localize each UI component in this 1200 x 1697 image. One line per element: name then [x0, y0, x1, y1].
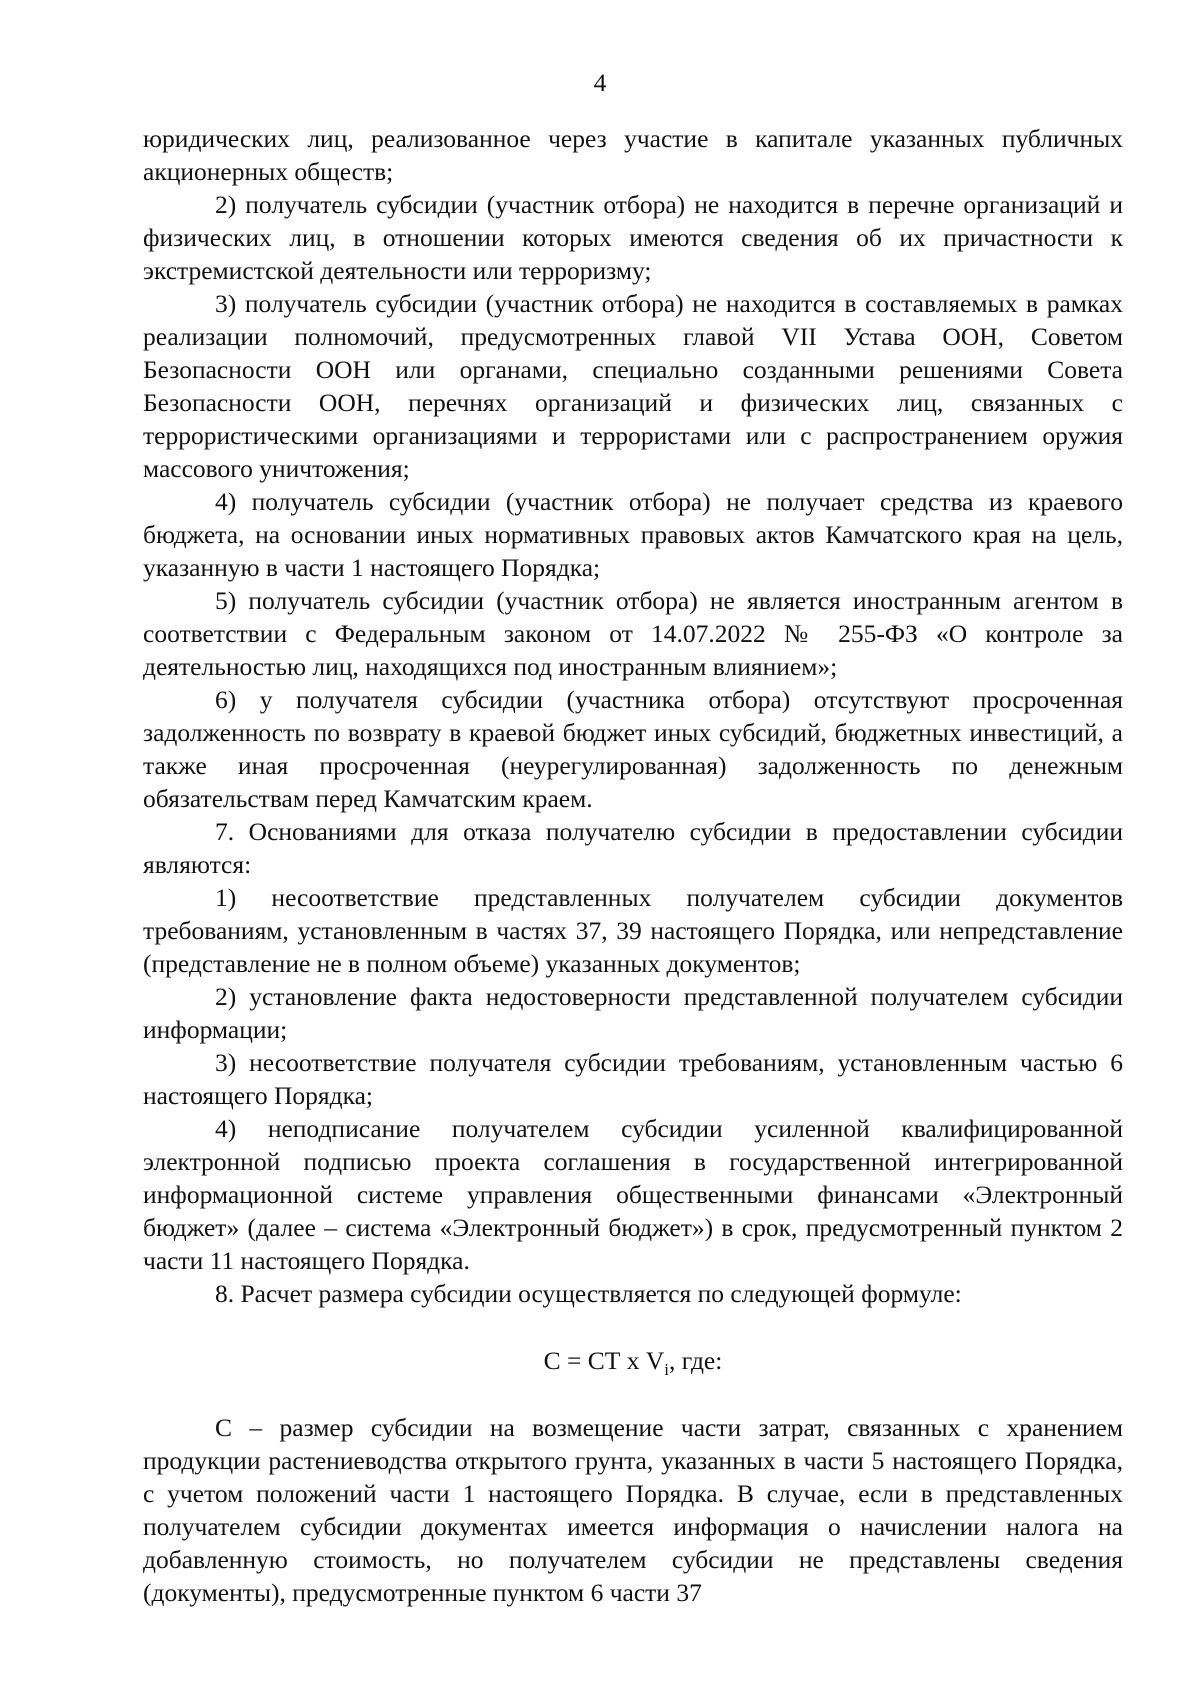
paragraph: 7. Основаниями для отказа получателю субсидии в предоставлении субсидии являются:: [143, 817, 1123, 879]
paragraph: 4) получатель субсидии (участник отбора) не получает средства из краевого бюджета, на основании иных нормативных правовых актов Камчатского края на цель, указанную в части 1 настоящего Порядка;: [143, 487, 1123, 582]
paragraph: 2) получатель субсидии (участник отбора) не находится в перечне организаций и физических лиц, в отношении которых имеются сведения об их причастности к экстремистской деятельности или терроризму;: [143, 190, 1123, 285]
paragraph: С – размер субсидии на возмещение части затрат, связанных с хранением продукции растениеводства открытого грунта, указанных в части 5 настоящего Порядка, с учетом положений части 1 настоящего Порядка. В случае, если в представленных получателем субсидии документах имеется информация о начислении налога на добавленную стоимость, но получателем субсидии не представлены сведения (документы), предусмотренные пунктом 6 части 37: [143, 1413, 1123, 1607]
formula-suffix: , где:: [669, 1346, 723, 1375]
paragraph: 8. Расчет размера субсидии осуществляется по следующей формуле:: [215, 1279, 962, 1308]
paragraph: 3) получатель субсидии (участник отбора) не находится в составляемых в рамках реализации полномочий, предусмотренных главой VII Устава ООН, Советом Безопасности ООН или органами, специально созданными решениями Совета Безопасности ООН, перечнях организаций и физических лиц, связанных с террористическими организациями и террористами или с распространением оружия массового уничтожения;: [143, 289, 1123, 483]
page-number: 4: [593, 68, 607, 97]
paragraph: 6) у получателя субсидии (участника отбора) отсутствуют просроченная задолженность по возврату в краевой бюджет иных субсидий, бюджетных инвестиций, а также иная просроченная (неурегулированная) задолженность по денежным обязательствам перед Камчатским краем.: [143, 685, 1123, 813]
paragraph: 1) несоответствие представленных получателем субсидии документов требованиям, установленным в частях 37, 39 настоящего Порядка, или непредставление (представление не в полном объеме) указанных документов;: [143, 883, 1123, 978]
paragraph: 3) несоответствие получателя субсидии требованиям, установленным частью 6 настоящего Порядка;: [143, 1048, 1123, 1110]
paragraph: 2) установление факта недостоверности представленной получателем субсидии информации;: [143, 982, 1123, 1044]
document-body: [143, 122, 1123, 1609]
paragraph: юридических лиц, реализованное через участие в капитале указанных публичных акционерных обществ;: [143, 124, 1123, 186]
formula-expression: С = СТ х V: [543, 1346, 665, 1375]
formula: [143, 1344, 1123, 1380]
paragraph: 5) получатель субсидии (участник отбора) не является иностранным агентом в соответствии с Федеральным законом от 14.07.2022 № 255-ФЗ «О контроле за деятельностью лиц, находящихся под иностранным влиянием»;: [143, 586, 1123, 681]
paragraph: 4) неподписание получателем субсидии усиленной квалифицированной электронной подписью проекта соглашения в государственной интегрированной информационной системе управления общественными финансами «Электронный бюджет» (далее – система «Электронный бюджет») в срок, предусмотренный пунктом 2 части 11 настоящего Порядка.: [143, 1114, 1123, 1275]
formula-subscript: i: [664, 1360, 670, 1380]
